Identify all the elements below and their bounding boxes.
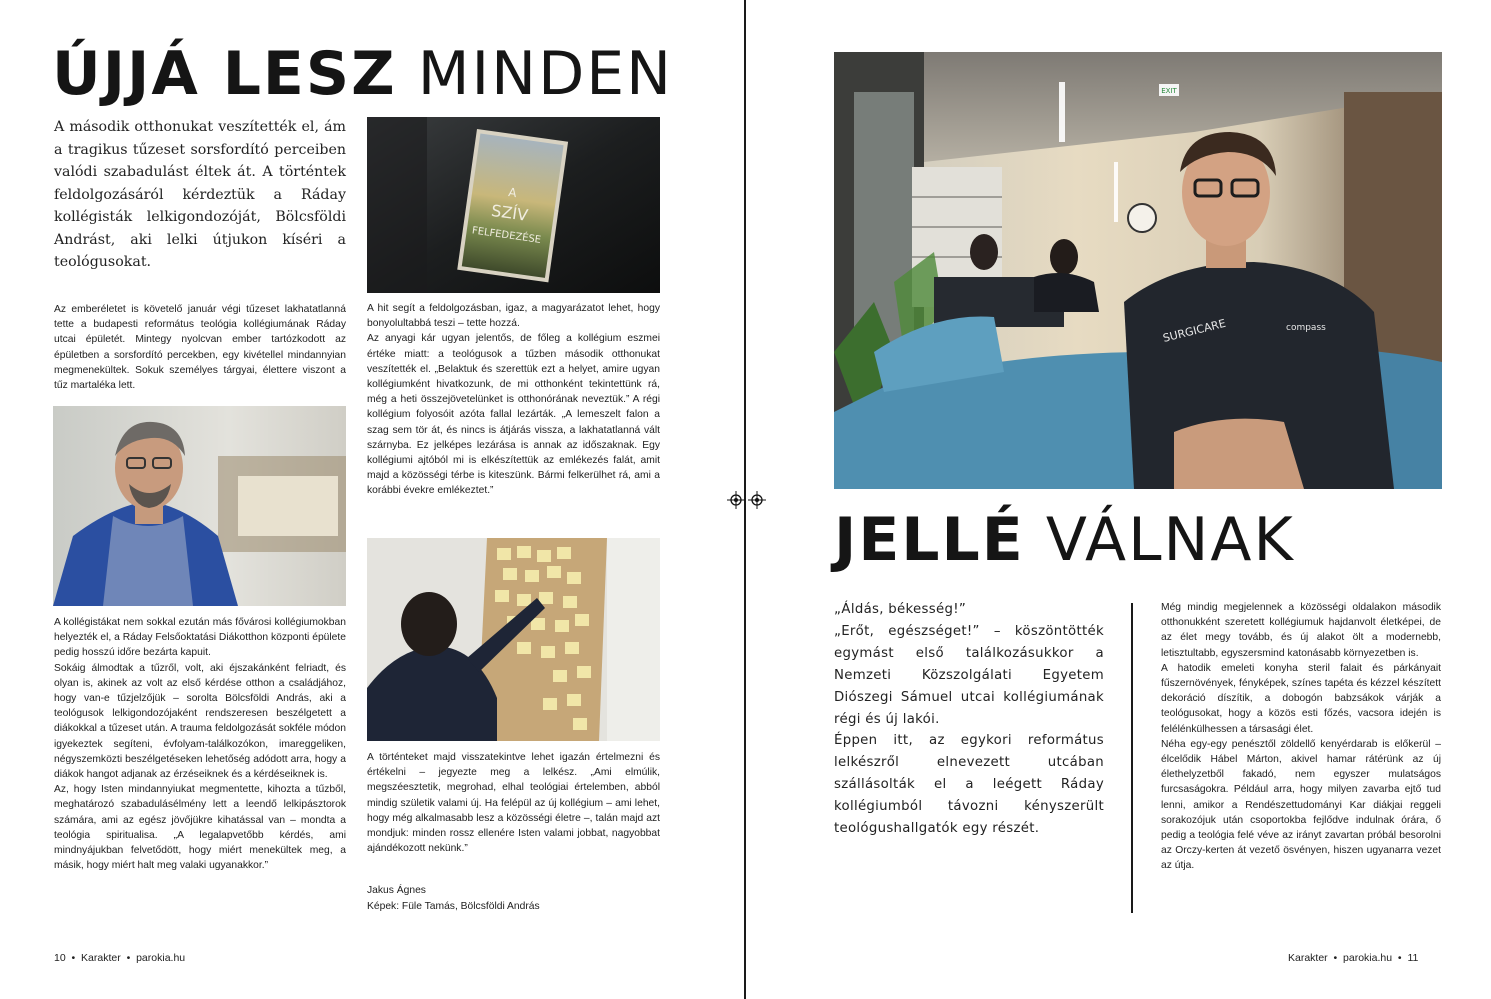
title-thin: VÁLNAK	[1045, 505, 1295, 575]
photo-credits: Képek: Füle Tamás, Bölcsföldi András	[367, 901, 540, 912]
left-col2-bottom-text: A történteket majd visszatekintve lehet igazán értelmezni és értékelni – jegyezte meg a lelkész. „Ami elmúlik, megszéesztetik, megrohad, elhal teológiai értelemben, abból mindig születik valami új. Ha felépül az új kollégium – ami lehet, hogy még alkalmasabb lesz a közösségi életre –, talán majd azt mondjuk: minden rossz ellenére Isten valami jobbat, nagyobbat ajándékozott nekünk.”	[367, 752, 660, 855]
crop-mark-icon	[748, 491, 766, 509]
paragraph: A hit segít a feldolgozásban, igaz, a magyarázatot lehet, hogy bonyolultabbá teszi – tette hozzá.	[367, 303, 660, 330]
right-folio: Karakter • parokia.hu • 11	[1288, 952, 1419, 964]
page-number: 11	[1407, 952, 1419, 964]
magazine-name: Karakter	[81, 952, 121, 964]
title-bold: ÚJJÁ LESZ	[52, 39, 397, 109]
book-cover-text: FELFEDEZÉSE	[471, 225, 542, 246]
title-bold: JELLÉ	[834, 505, 1025, 575]
magazine-name: Karakter	[1288, 952, 1328, 964]
author-line: Jakus Ágnes	[367, 885, 426, 896]
book-cover-text: A	[507, 185, 518, 201]
website: parokia.hu	[136, 952, 186, 964]
left-folio: 10 • Karakter • parokia.hu	[54, 952, 186, 964]
book-cover-text: SZÍV	[490, 200, 530, 225]
book-photo	[367, 117, 660, 293]
left-page-title	[52, 39, 674, 109]
portrait-photo	[53, 406, 346, 606]
exit-sign: EXIT	[1161, 87, 1177, 95]
page-number: 10	[54, 952, 66, 964]
paragraph: A hatodik emeleti konyha steril falait és párkányait fűszernövények, fényképek, színes tapéta és kézzel készített dekoráció díszítik, a dobogón babzsákok várják a teológusokat, hogy a közös esti főzés, vacsora idején is felélénkülhessen a társasági élet.	[1161, 662, 1441, 735]
crop-mark-icon	[727, 491, 745, 509]
right-body-text	[1161, 600, 1441, 874]
left-col1-top-text: Az emberéletet is követelő január végi tűzeset lakhatatlanná tette a budapesti református teológia kollégiumának Ráday utcai épületét. Mintegy nyolcvan ember tartózkodott az épületben a sorsfordító percekben, egy kivétellel mindannyian megmenekültek. Sokuk személyes tárgyai, élettere viszont a tűz martaléka lett.	[54, 304, 346, 392]
column-divider	[1131, 603, 1133, 913]
paragraph: Sokáig álmodtak a tűzről, volt, aki éjszakánként felriadt, és olyan is, akinek az volt az első kérdése otthon a családjához, hogy van-e tűzjelzőjük – sorolta Bölcsföldi András, aki a teológusok lelkigondozójaként rendszeresen beszélgetett a diákokkal a tűzeset után. A trauma feldolgozását sokféle módon igyekeztek segíteni, évfolyam-találkozókon, imareggeliken, négyszemközti beszélgetéseken lehetőség adódott arra, hogy a diákok hangot adjanak az érzéseiknek és a kérdéseiknek is.	[54, 662, 346, 781]
paragraph: Az, hogy Isten mindannyiukat megmentette, kihozta a tűzből, meghatározó szabadulásélmény lett a leendő lelkipásztorok számára, ami az egész jövőjükre kihatással van – mondta a teológia spiritualisa. „A legalapvetőbb kérdés, ami mindnyájukban felvetődött, hogy miért menekültek meg, a másik, hogy miért halt meg valaki ugyanakkor.”	[54, 784, 346, 872]
left-lede: A második otthonukat veszítették el, ám a tragikus tűzeset sorsfordító perceiben valódi szabadulást éltek át. A történtek feldolgozásáról kérdeztük a Ráday kollégisták lelkigondozóját, Bölcsföldi Andrást, aki lelki útjukon kíséri a teológusokat.	[54, 119, 346, 270]
memory-wall-photo	[367, 538, 660, 741]
left-col2-mid-text	[367, 301, 660, 499]
paragraph: A kollégistákat nem sokkal ezután más fővárosi kollégiumokban helyezték el, a Ráday Felsőoktatási Diákotthon központi épülete pedig hosszú időre bezárta kapuit.	[54, 617, 346, 659]
paragraph: „Erőt, egészséget!” – köszöntötték egymást első találkozásukkor a Nemzeti Közszolgálati Egyetem Diószegi Sámuel utcai kollégiumának régi és új lakói.	[834, 623, 1104, 727]
right-page-title	[834, 505, 1295, 575]
paragraph: Néha egy-egy penésztől zöldellő kenyérdarab is előkerül – élcelődik Hábel Márton, akivel hamar rátérünk az új élethelyzetből fakadó, nem egyszer mulatságos furcsaságokra. Például arra, hogy milyen zavarba ejtő tud lenni, amikor a Rendészettudományi Kar diákjai reggeli sorakozójuk után csoportokba fejlődve indulnak órára, ő pedig a teológia felé véve az irányt zavartan próbál besorolni az Orczy-kerten át vezető ösvényen, hiszen ugyanarra vezet az útja.	[1161, 738, 1441, 872]
paragraph: Még mindig megjelennek a közösségi oldalakon második otthonukként szeretett kollégiumuk hajdanvolt életképei, de az élet megy tovább, és új alakot ölt a modernebb, letisztultabb, egyszersmind katonásabb környezetben is.	[1161, 602, 1441, 659]
title-thin: MINDEN	[417, 39, 674, 109]
shirt-logo-text: compass	[1286, 323, 1326, 333]
paragraph: Éppen itt, az egykori református lelkészről elnevezett utcában szállásolták el a leégett Ráday kollégiumból távozni kényszerült teológushallgatók egy részét.	[834, 733, 1104, 837]
paragraph: Az anyagi kár ugyan jelentős, de főleg a kollégium eszmei értéke miatt: a teológusok a tűzben második otthonukat veszítették el. „Belaktuk és szerettük ezt a helyet, amire ugyan kollégiumként hivatkozunk, de mi otthonként tekintettünk rá, még a heti összejövetelünket is otthonórának neveztük.” A régi kollégium folyosóit azóta fallal lezárták. „A lemeszelt falon a szag sem tör át, és nincs is átjárás vissza, a lakhatatlanná vált szárnyba. Ez jelképes lezárása is annak az időszaknak. Egy kollégiumi ajtóból mi is elkészítettük az emlékezés falát, amit majd a közösségi térbe is kiteszünk. Bármi felkerülhet rá, ami a korábbi évekre emlékeztet.”	[367, 333, 660, 497]
website: parokia.hu	[1343, 952, 1393, 964]
shirt-logo-text: SURGICARE	[1161, 316, 1228, 345]
dormitory-photo	[834, 52, 1442, 489]
paragraph: „Áldás, békesség!”	[834, 602, 967, 617]
right-lede	[834, 599, 1104, 840]
left-col1-bottom-text	[54, 615, 346, 873]
